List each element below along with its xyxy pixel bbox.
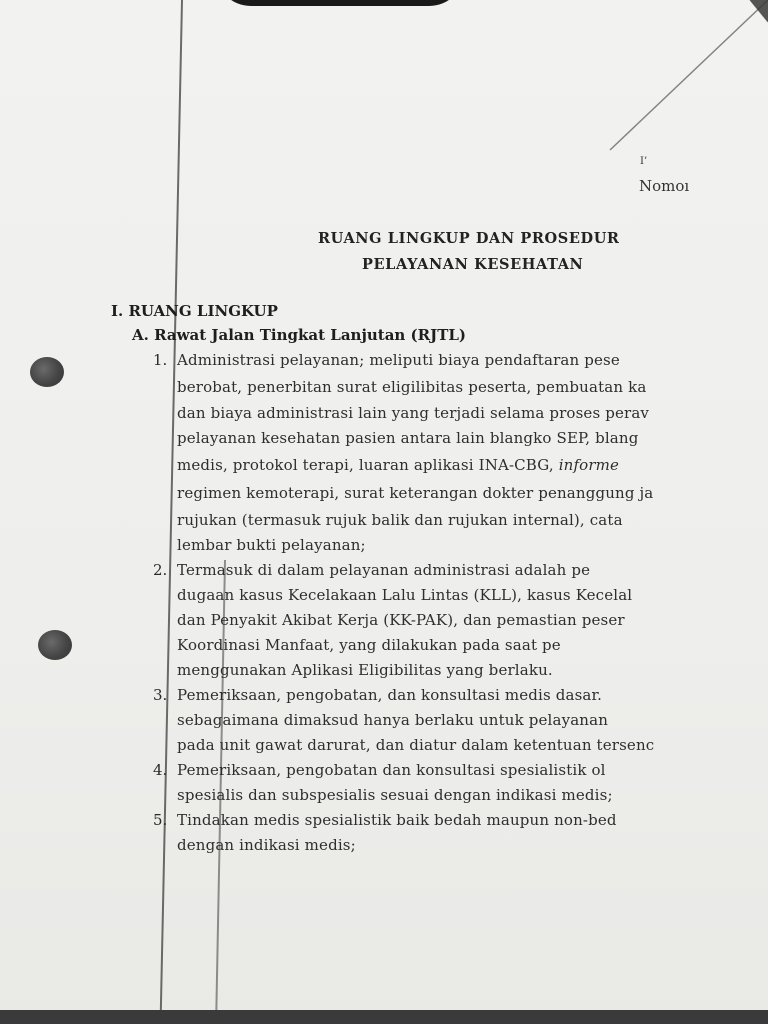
list-item-line: Administrasi pelayanan; meliputi biaya pendaftaran pese: [177, 351, 620, 369]
list-item-number: 1.: [153, 351, 168, 369]
list-item-line: pada unit gawat darurat, dan diatur dalam ketentuan tersenc: [177, 736, 655, 754]
list-item-line: dugaan kasus Kecelakaan Lalu Lintas (KLL), kasus Kecelal: [177, 586, 633, 604]
list-item-line: dengan indikasi medis;: [177, 836, 356, 854]
list-item-line: berobat, penerbitan surat eligilibitas peserta, pembuatan ka: [177, 378, 647, 396]
list-item-number: 4.: [153, 761, 168, 779]
document-title-line2: PELAYANAN KESEHATAN: [362, 256, 584, 273]
italic-term: informe: [558, 456, 620, 474]
punch-hole-bottom: [38, 630, 72, 660]
punch-hole-top: [30, 357, 64, 387]
section-heading: I. RUANG LINGKUP: [111, 302, 278, 320]
list-item-number: 3.: [153, 686, 168, 704]
list-item-line: pelayanan kesehatan pasien antara lain blangko SEP, blang: [177, 429, 639, 447]
list-item-line: Pemeriksaan, pengobatan, dan konsultasi medis dasar.: [177, 686, 603, 704]
list-item-number: 5.: [153, 811, 168, 829]
list-item-number: 2.: [153, 561, 168, 579]
list-item-line: Tindakan medis spesialistik baik bedah maupun non-bed: [177, 811, 617, 829]
list-item-line: regimen kemoterapi, surat keterangan dokter penanggung ja: [177, 484, 654, 502]
document-title-line1: RUANG LINGKUP DAN PROSEDUR: [318, 230, 620, 247]
vertical-crease-line: [160, 0, 183, 1010]
header-nomor: Nomoı: [639, 177, 690, 195]
list-item-line: Termasuk di dalam pelayanan administrasi adalah pe: [177, 561, 591, 579]
list-item-line: spesialis dan subspesialis sesuai dengan indikasi medis;: [177, 786, 613, 804]
list-item-line: sebagaimana dimaksud hanya berlaku untuk pelayanan: [177, 711, 609, 729]
list-item-line: rujukan (termasuk rujuk balik dan rujukan internal), cata: [177, 511, 623, 529]
section-subheading: A. Rawat Jalan Tingkat Lanjutan (RJTL): [132, 326, 467, 344]
list-item-line: Koordinasi Manfaat, yang dilakukan pada saat pe: [177, 636, 561, 654]
list-item-line: lembar bukti pelayanan;: [177, 536, 366, 554]
header-mark: I’: [640, 156, 648, 167]
list-item-line: dan Penyakit Akibat Kerja (KK-PAK), dan pemastian peser: [177, 611, 625, 629]
list-item-line: dan biaya administrasi lain yang terjadi selama proses perav: [177, 404, 650, 422]
list-item-line: Pemeriksaan, pengobatan dan konsultasi spesialistik ol: [177, 761, 606, 779]
corner-fold: [600, 0, 768, 160]
list-item-line-text: medis, protokol terapi, luaran aplikasi INA-CBG,: [177, 456, 554, 474]
list-item-line: [177, 456, 619, 474]
scan-bottom-edge: [0, 1010, 768, 1024]
scan-top-shadow: [215, 0, 465, 6]
list-item-line: menggunakan Aplikasi Eligibilitas yang berlaku.: [177, 661, 553, 679]
